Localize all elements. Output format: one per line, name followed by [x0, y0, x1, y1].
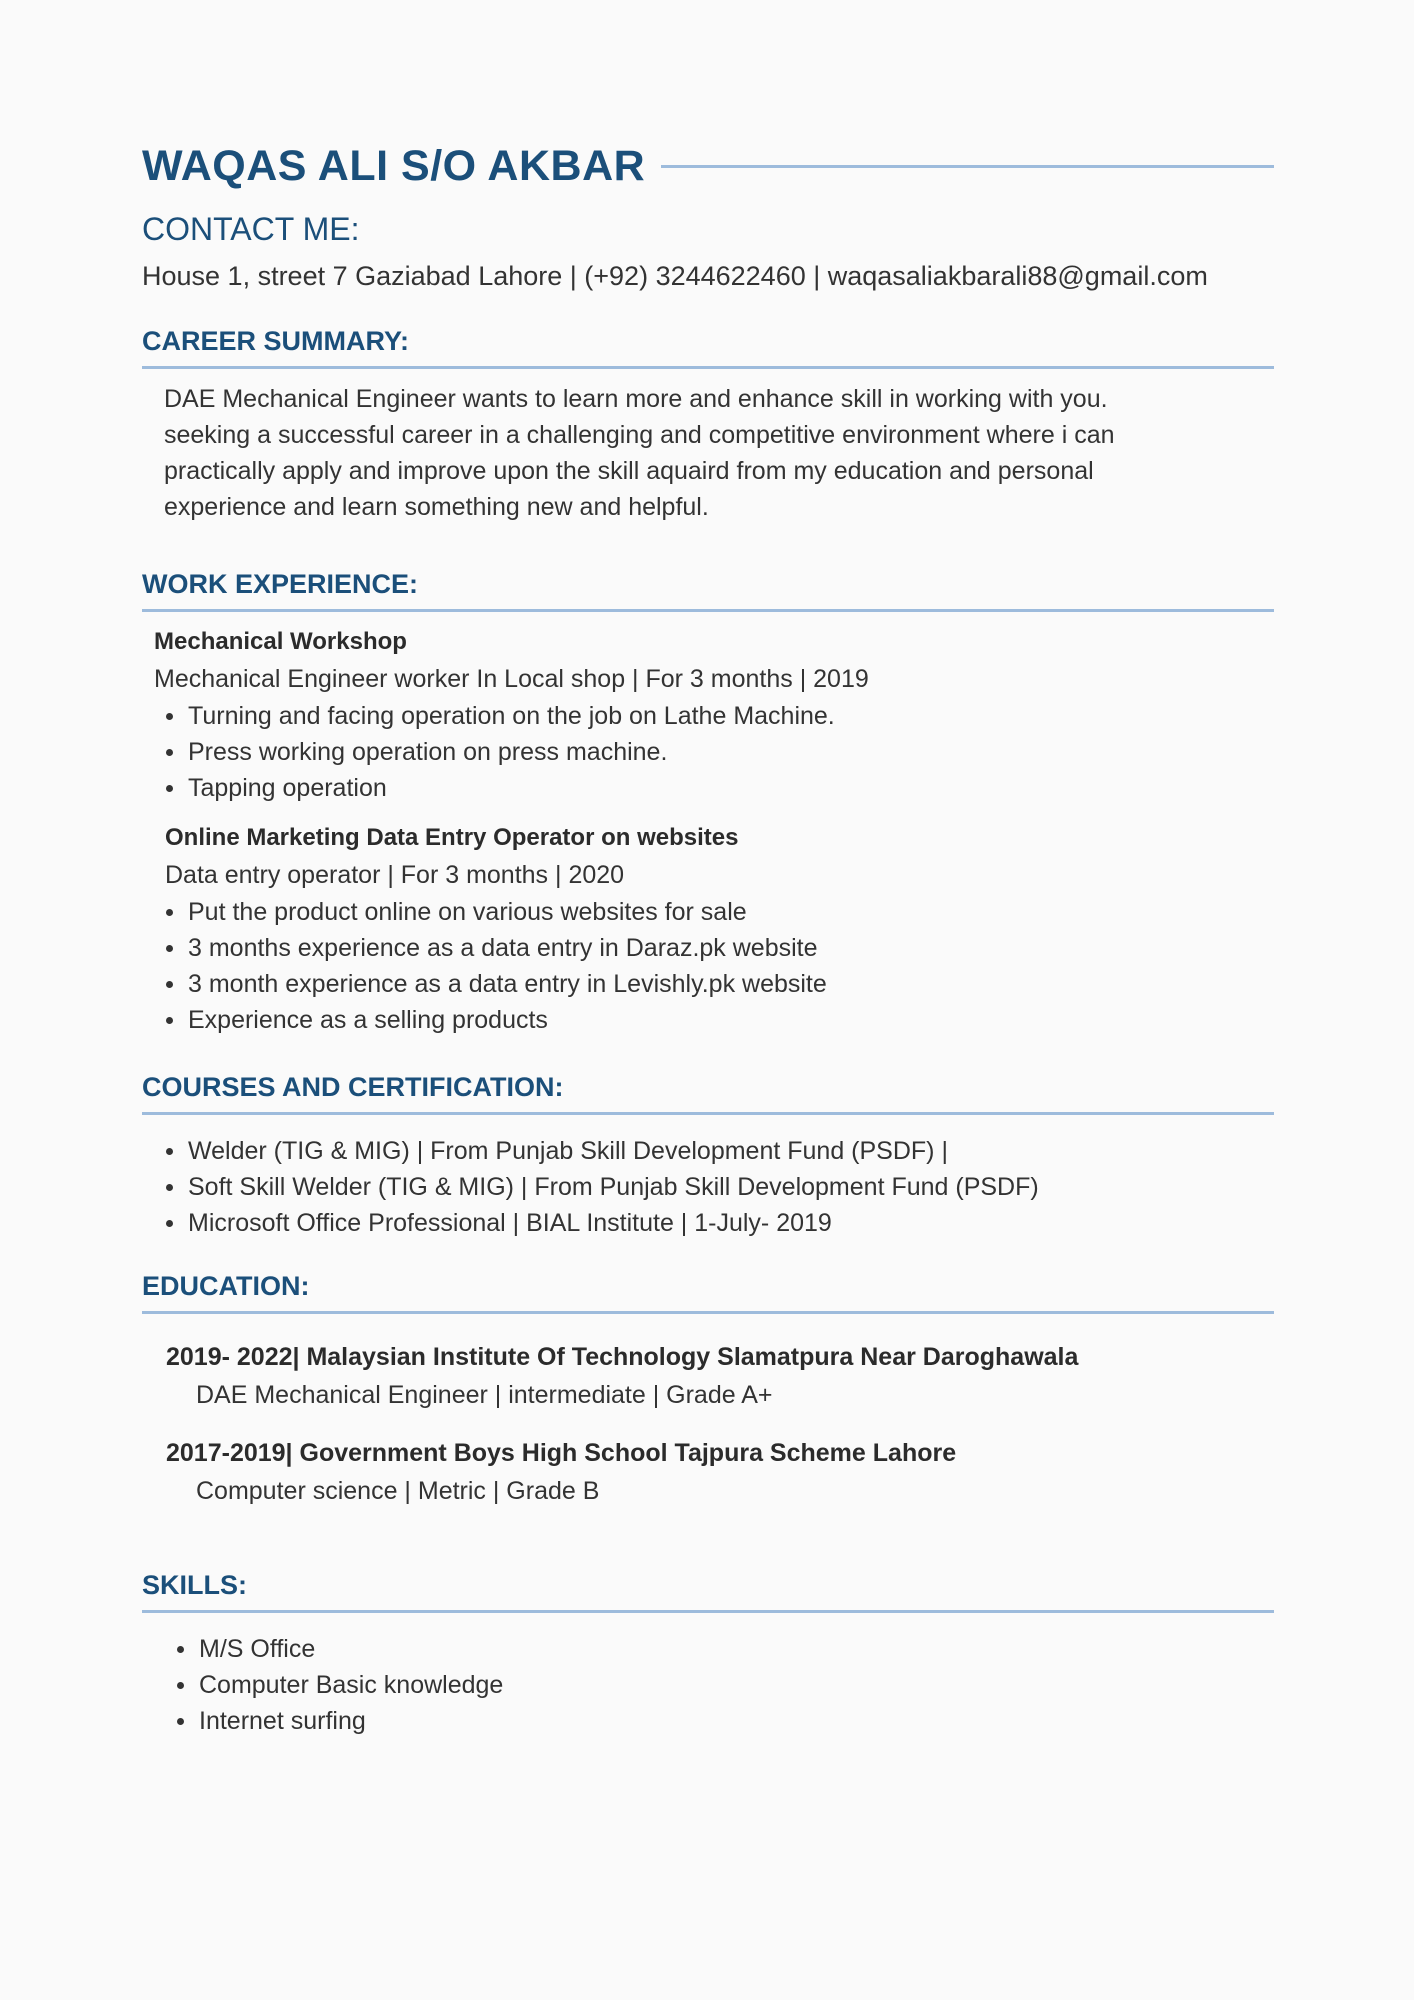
courses-section	[142, 1068, 1274, 1241]
skills-heading: SKILLS:	[142, 1566, 1274, 1613]
candidate-name: WAQAS ALI S/O AKBAR	[142, 141, 646, 190]
list-item: Soft Skill Welder (TIG & MIG) | From Punjab Skill Development Fund (PSDF)	[154, 1169, 1274, 1205]
education-entry	[166, 1434, 1274, 1510]
courses-heading: COURSES AND CERTIFICATION:	[142, 1068, 1274, 1115]
work-experience-heading: WORK EXPERIENCE:	[142, 565, 1274, 612]
education-meta: DAE Mechanical Engineer | intermediate | Grade A+	[196, 1381, 773, 1409]
job-entry	[165, 820, 1274, 1038]
list-item: 3 months experience as a data entry in Daraz.pk website	[154, 930, 1274, 966]
job-bullets	[154, 894, 1274, 1038]
summary-line: experience and learn something new and helpful.	[164, 493, 709, 521]
list-item: Tapping operation	[154, 770, 1274, 806]
job-meta: Mechanical Engineer worker In Local shop | For 3 months | 2019	[154, 665, 869, 693]
summary-line: practically apply and improve upon the skill aquaird from my education and personal	[164, 457, 1094, 485]
education-title: 2017-2019| Government Boys High School Tajpura Scheme Lahore	[166, 1439, 957, 1467]
list-item: Welder (TIG & MIG) | From Punjab Skill Development Fund (PSDF) |	[154, 1133, 1274, 1169]
name-divider	[661, 165, 1274, 168]
summary-line: seeking a successful career in a challenging and competitive environment where i can	[164, 421, 1115, 449]
education-meta: Computer science | Metric | Grade B	[196, 1477, 600, 1505]
education-section	[142, 1267, 1274, 1510]
education-title: 2019- 2022| Malaysian Institute Of Technology Slamatpura Near Daroghawala	[166, 1343, 1079, 1371]
education-entry	[166, 1338, 1274, 1414]
job-meta: Data entry operator | For 3 months | 2020	[165, 861, 625, 889]
list-item: 3 month experience as a data entry in Levishly.pk website	[154, 966, 1274, 1002]
career-summary-text	[164, 381, 1184, 525]
resume-page	[142, 138, 1274, 1739]
list-item: Turning and facing operation on the job on Lathe Machine.	[154, 698, 1274, 734]
education-heading: EDUCATION:	[142, 1267, 1274, 1314]
list-item: Put the product online on various websites for sale	[154, 894, 1274, 930]
job-bullets	[154, 698, 1274, 806]
list-item: Computer Basic knowledge	[165, 1667, 1274, 1703]
contact-details: House 1, street 7 Gaziabad Lahore | (+92) 3244622460 | waqasaliakbarali88@gmail.com	[142, 261, 1208, 291]
list-item: Internet surfing	[165, 1703, 1274, 1739]
contact-heading: CONTACT ME:	[142, 211, 360, 247]
summary-line: DAE Mechanical Engineer wants to learn more and enhance skill in working with you.	[164, 385, 1108, 413]
skills-section	[142, 1566, 1274, 1739]
career-summary-section	[142, 322, 1274, 525]
career-summary-heading: CAREER SUMMARY:	[142, 322, 1274, 369]
job-title: Mechanical Workshop	[154, 628, 407, 655]
job-entry	[154, 624, 1274, 806]
job-title: Online Marketing Data Entry Operator on websites	[165, 824, 739, 851]
work-experience-section	[142, 565, 1274, 1038]
list-item: M/S Office	[165, 1631, 1274, 1667]
list-item: Microsoft Office Professional | BIAL Institute | 1-July- 2019	[154, 1205, 1274, 1241]
name-row	[142, 138, 1274, 194]
skills-list	[165, 1631, 1274, 1739]
list-item: Experience as a selling products	[154, 1002, 1274, 1038]
list-item: Press working operation on press machine.	[154, 734, 1274, 770]
courses-list	[154, 1133, 1274, 1241]
